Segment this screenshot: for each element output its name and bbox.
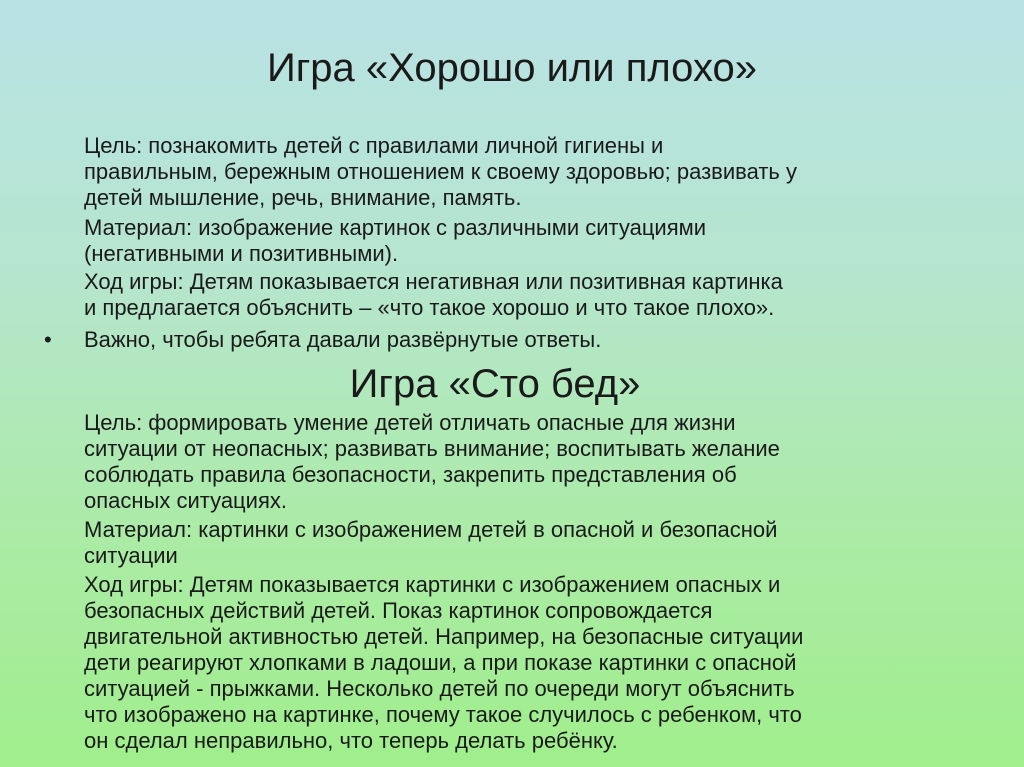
section-title-sto-bed: Игра «Сто бед»: [349, 362, 641, 406]
game2-material-paragraph: Материал: картинки с изображением детей в опасной и безопасной ситуации: [84, 517, 778, 568]
game1-material-paragraph: Материал: изображение картинок с различными ситуациями (негативными и позитивными).: [84, 215, 707, 266]
slide-title: Игра «Хорошо или плохо»: [266, 46, 758, 90]
game2-goal-paragraph: Цель: формировать умение детей отличать опасные для жизни ситуации от неопасных; развивать внимание; воспитывать желание соблюдать правила безопасности, закрепить представления об опасных ситуациях.: [84, 410, 780, 513]
bullet-text: Важно, чтобы ребята давали развёрнутые ответы.: [84, 327, 602, 352]
game2-procedure-paragraph: Ход игры: Детям показывается картинки с изображением опасных и безопасных действий детей. Показ картинок сопровождается двигательной активностью детей. Например, на безопасные ситуации дети реагируют хлопками в ладоши, а при показе картинки с опасной ситуацией - прыжками. Несколько детей по очереди могут объяснить что изображено на картинке, почему такое случилось с ребенком, что он сделал неправильно, что теперь делать ребёнку.: [84, 572, 804, 753]
bullet-icon: •: [44, 327, 52, 352]
game1-procedure-paragraph: Ход игры: Детям показывается негативная или позитивная картинка и предлагается объяснить – «что такое хорошо и что такое плохо».: [84, 269, 783, 320]
game1-goal-paragraph: Цель: познакомить детей с правилами личной гигиены и правильным, бережным отношением к своему здоровью; развивать у детей мышление, речь, внимание, память.: [84, 133, 797, 210]
